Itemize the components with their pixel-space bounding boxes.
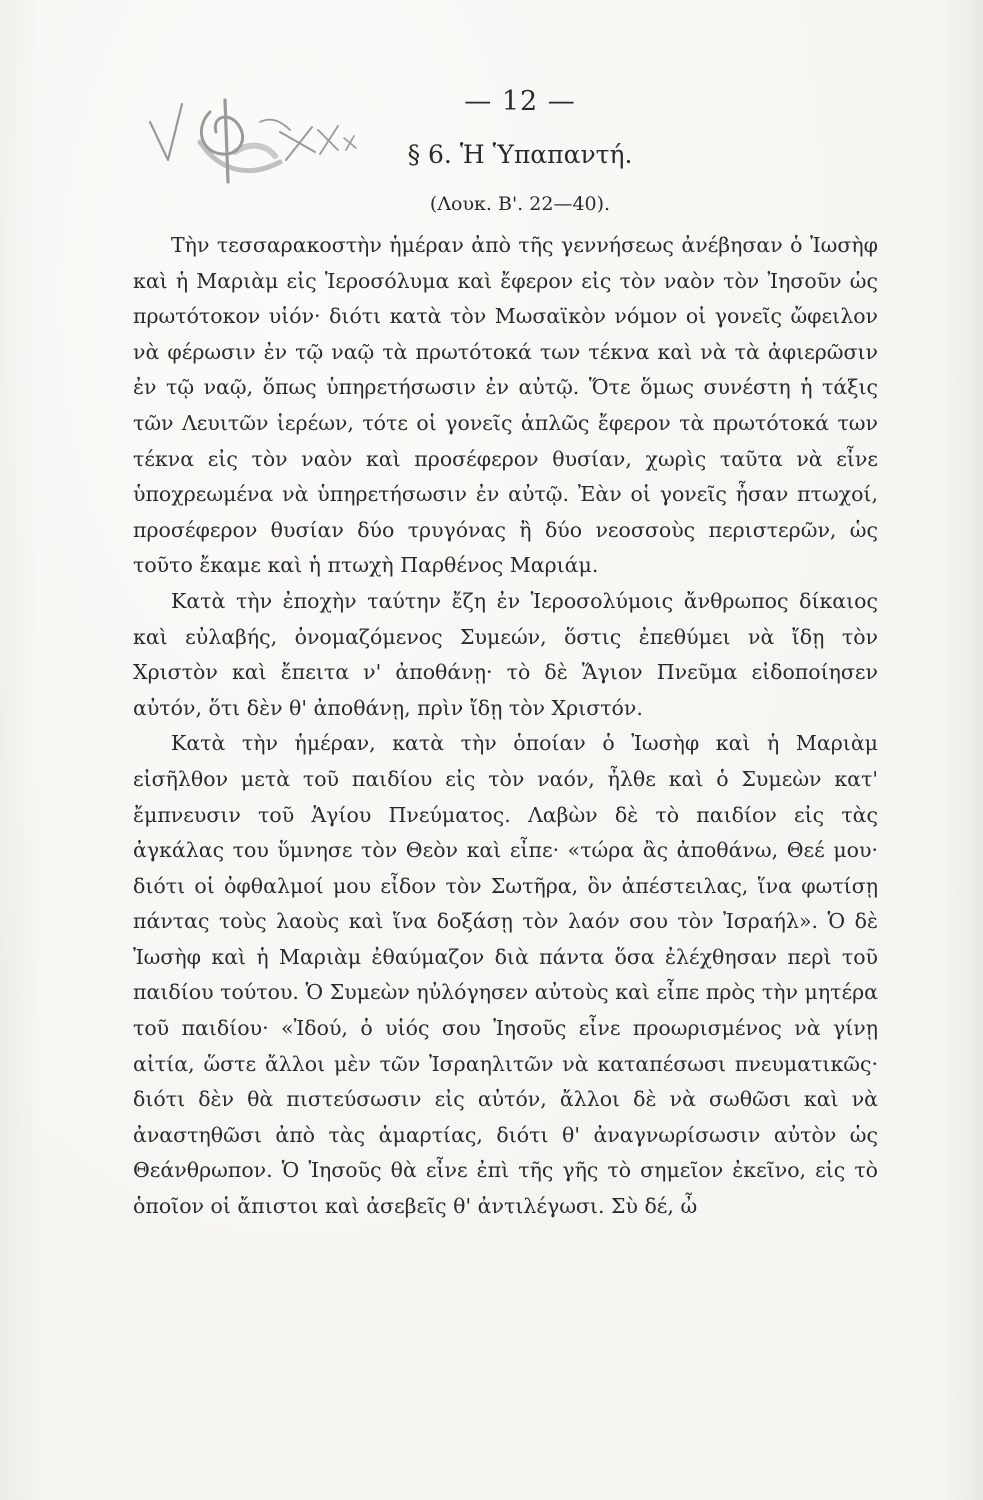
paragraph: Τὴν τεσσαρακοστὴν ἡμέραν ἀπὸ τῆς γεννήσεως ἀνέβησαν ὁ Ἰωσὴφ καὶ ἡ Μαριὰμ εἰς Ἱεροσόλυμα καὶ ἔφερον εἰς τὸν ναὸν τὸν Ἰησοῦν ὡς πρωτότοκον υἱόν· διότι κατὰ τὸν Μωσαϊκὸν νόμον οἱ γονεῖς ὤφειλον νὰ φέρωσιν ἐν τῷ ναῷ τὰ πρωτότοκά των τέκνα καὶ νὰ τὰ ἀφιερῶσιν ἐν τῷ ναῷ, ὅπως ὑπηρετήσωσιν ἐν αὐτῷ. Ὅτε ὅμως συνέστη ἡ τάξις τῶν Λευιτῶν ἱερέων, τότε οἱ γονεῖς ἁπλῶς ἔφερον τὰ πρωτότοκά των τέκνα εἰς τὸν ναὸν καὶ προσέφερον θυσίαν, χωρὶς ταῦτα νὰ εἶνε ὑποχρεωμένα νὰ ὑπηρετήσωσιν ἐν αὐτῷ. Ἐὰν οἱ γονεῖς ἦσαν πτωχοί, προσέφερον θυσίαν δύο τρυγόνας ἢ δύο νεοσσοὺς περιστερῶν, ὡς τοῦτο ἔκαμε καὶ ἡ πτωχὴ Παρθένος Μαριάμ.: [133, 233, 878, 578]
paragraph: Κατὰ τὴν ἐποχὴν ταύτην ἔζη ἐν Ἱεροσολύμοις ἄνθρωπος δίκαιος καὶ εὐλαβής, ὀνομαζόμενος Συμεών, ὅστις ἐπεθύμει νὰ ἴδῃ τὸν Χριστὸν καὶ ἔπειτα ν' ἀποθάνῃ· τὸ δὲ Ἅγιον Πνεῦμα εἰδοποίησεν αὐτόν, ὅτι δὲν θ' ἀποθάνῃ, πρὶν ἴδῃ τὸν Χριστόν.: [133, 588, 878, 720]
page-number: — 12 —: [464, 86, 576, 117]
body-text: [133, 228, 878, 1225]
paragraph: Κατὰ τὴν ἡμέραν, κατὰ τὴν ὁποίαν ὁ Ἰωσὴφ καὶ ἡ Μαριὰμ εἰσῆλθον μετὰ τοῦ παιδίου εἰς τὸν ναόν, ἦλθε καὶ ὁ Συμεὼν κατ' ἔμπνευσιν τοῦ Ἁγίου Πνεύματος. Λαβὼν δὲ τὸ παιδίον εἰς τὰς ἀγκάλας του ὕμνησε τὸν Θεὸν καὶ εἶπε· «τώρα ἂς ἀποθάνω, Θεέ μου· διότι οἱ ὀφθαλμοί μου εἶδον τὸν Σωτῆρα, ὃν ἀπέστειλας, ἵνα φωτίσῃ πάντας τοὺς λαοὺς καὶ ἵνα δοξάσῃ τὸν λαόν σου τὸν Ἰσραήλ». Ὁ δὲ Ἰωσὴφ καὶ ἡ Μαριὰμ ἐθαύμαζον διὰ πάντα ὅσα ἐλέχθησαν περὶ τοῦ παιδίου τούτου. Ὁ Συμεὼν ηὐλόγησεν αὐτοὺς καὶ εἶπε πρὸς τὴν μητέρα τοῦ παιδίου· «Ἰδού, ὁ υἱός σου Ἰησοῦς εἶνε προωρισμένος νὰ γίνῃ αἰτία, ὥστε ἄλλοι μὲν τῶν Ἰσραηλιτῶν νὰ καταπέσωσι πνευματικῶς· διότι δὲν θὰ πιστεύσωσιν εἰς αὐτόν, ἄλλοι δὲ νὰ σωθῶσι καὶ νὰ ἀναστηθῶσι ἀπὸ τὰς ἁμαρτίας, διότι θ' ἀναγνωρίσωσιν αὐτὸν ὡς Θεάνθρωπον. Ὁ Ἰησοῦς θὰ εἶνε ἐπὶ τῆς γῆς τὸ σημεῖον ἐκεῖνο, εἰς τὸ ὁποῖον οἱ ἄπιστοι καὶ ἀσεβεῖς θ' ἀντιλέγωσι. Σὺ δέ, ὦ: [133, 731, 878, 1219]
section-title: § 6. Ἡ Ὑπαπαντή.: [407, 140, 633, 169]
section-reference: (Λουκ. Β'. 22—40).: [429, 193, 611, 215]
